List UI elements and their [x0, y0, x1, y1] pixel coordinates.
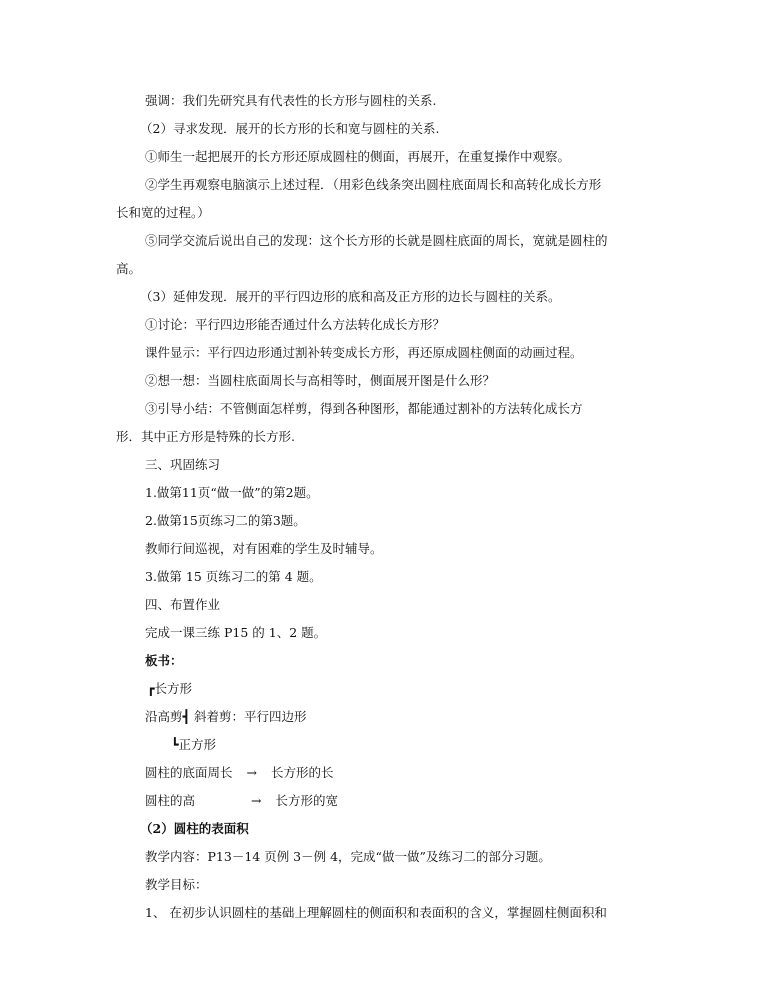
- practice-item-1: 1.做第11页“做一做”的第2题。: [145, 485, 319, 500]
- arrow-right-icon: →: [246, 765, 257, 780]
- board-relation-height: [145, 793, 338, 809]
- paragraph-summary-cont: 形．其中正方形是特殊的长方形.: [116, 429, 295, 444]
- board-cut-along-height: 沿高剪┫ 斜着剪：平行四边形: [145, 709, 307, 724]
- teaching-goals-heading: 教学目标：: [145, 877, 208, 892]
- teaching-goal-1: 1、 在初步认识圆柱的基础上理解圆柱的侧面积和表面积的含义，掌握圆柱侧面积和: [145, 905, 607, 920]
- board-square: ┗正方形: [171, 737, 217, 752]
- practice-item-3: 3.做第 15 页练习二的第 4 题。: [145, 569, 322, 584]
- paragraph-step-2: （2）寻求发现．展开的长方形的长和宽与圆柱的关系.: [140, 121, 440, 136]
- paragraph-step-3: （3）延伸发现．展开的平行四边形的底和高及正方形的边长与圆柱的关系。: [140, 289, 561, 304]
- board-relation-circumference: [145, 765, 334, 781]
- section-heading-practice: 三、巩固练习: [145, 457, 221, 472]
- paragraph-item-5-cont: 高。: [116, 261, 142, 276]
- section-heading-surface-area: （2）圆柱的表面积: [140, 821, 249, 836]
- practice-item-2: 2.做第15页练习二的第3题。: [145, 513, 306, 528]
- relation-right: 长方形的宽: [275, 793, 339, 808]
- paragraph-item-2-cont: 长和宽的过程。）: [116, 205, 210, 220]
- paragraph-item-5: ⑤同学交流后说出自己的发现：这个长方形的长就是圆柱底面的周长，宽就是圆柱的: [145, 233, 608, 248]
- section-heading-homework: 四、布置作业: [145, 597, 221, 612]
- relation-left: 圆柱的底面周长: [145, 765, 233, 780]
- homework-text: 完成一课三练 P15 的 1、2 题。: [145, 625, 327, 640]
- relation-right: 长方形的长: [271, 765, 334, 780]
- paragraph-summary: ③引导小结：不管侧面怎样剪，得到各种图形，都能通过割补的方法转化成长方: [145, 401, 583, 416]
- paragraph-item-2: ②学生再观察电脑演示上述过程．（用彩色线条突出圆柱底面周长和高转化成长方形: [145, 177, 602, 192]
- relation-left: 圆柱的高: [145, 793, 196, 808]
- board-rectangle: ┏长方形: [147, 681, 193, 696]
- teaching-content: 教学内容：P13－14 页例 3－例 4，完成“做一做”及练习二的部分习题。: [145, 849, 551, 864]
- arrow-right-icon: →: [251, 793, 262, 808]
- paragraph-discuss: ①讨论：平行四边形能否通过什么方法转化成长方形？: [145, 317, 446, 332]
- paragraph-emphasis: 强调：我们先研究具有代表性的长方形与圆柱的关系.: [145, 93, 437, 108]
- paragraph-courseware: 课件显示：平行四边形通过割补转变成长方形，再还原成圆柱侧面的动画过程。: [145, 345, 583, 360]
- paragraph-item-1: ①师生一起把展开的长方形还原成圆柱的侧面，再展开，在重复操作中观察。: [145, 149, 571, 164]
- paragraph-think: ②想一想：当圆柱底面周长与高相等时，侧面展开图是什么形？: [145, 373, 496, 388]
- board-heading: 板书：: [145, 653, 183, 668]
- practice-note: 教师行间巡视，对有困难的学生及时辅导。: [145, 541, 383, 556]
